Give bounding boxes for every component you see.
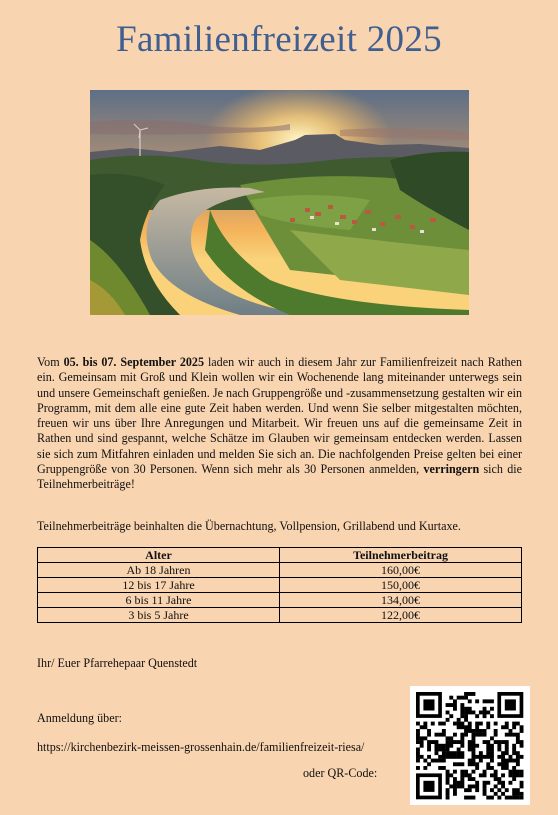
qr-code-icon bbox=[410, 686, 530, 805]
page-title: Familienfreizeit 2025 bbox=[116, 19, 442, 60]
qr-label: oder QR-Code: bbox=[303, 766, 378, 780]
fees-table bbox=[37, 547, 522, 623]
intro-text-2: laden wir auch in diesem Jahr zur Familienfreizeit nach Rathen ein. Gemeinsam mit Groß und Klein wollen wir ein Wochenende lang miteinander unterwegs sein und unsere Gemeinschaft genießen. Je nach Gruppengröße und -zusammensetzung gestalten wir ein Programm, mit dem alle eine gute Zeit haben werden. Und wenn Sie selber mitgestalten möchten, freuen wir uns über Ihre Anregungen und Mitarbeit. Wir freuen uns auf die gemeinsame Zeit in Rathen und sind gespannt, welche Schätze im Glauben wir gemeinsam entdecken werden. Lassen sie sich zum Mitfahren einladen und melden Sie sich an. Die nachfolgenden Preise gelten bei einer Gruppengröße von 30 Personen. Wenn sich mehr als 30 Personen anmelden, bbox=[37, 355, 522, 477]
table-header-row bbox=[38, 548, 522, 563]
table-row bbox=[38, 593, 522, 608]
age-cell: Ab 18 Jahren bbox=[38, 563, 280, 578]
registration-url-link[interactable]: https://kirchenbezirk-meissen-grossenhain.de/familienfreizeit-riesa/ bbox=[37, 740, 365, 754]
intro-text-3: sich die Teilnehmerbeiträge! bbox=[37, 462, 522, 492]
intro-paragraph bbox=[37, 355, 522, 493]
age-cell: 3 bis 5 Jahre bbox=[38, 608, 280, 623]
header-age: Alter bbox=[38, 548, 280, 563]
fee-cell: 122,00€ bbox=[280, 608, 522, 623]
fee-includes-text: Teilnehmerbeiträge beinhalten die Übernachtung, Vollpension, Grillabend und Kurtaxe. bbox=[37, 519, 461, 533]
landscape-photo bbox=[90, 90, 469, 315]
fee-cell: 150,00€ bbox=[280, 578, 522, 593]
header-fee: Teilnehmerbeitrag bbox=[280, 548, 522, 563]
intro-reduce: verringern bbox=[423, 462, 480, 477]
table-row bbox=[38, 578, 522, 593]
fee-cell: 134,00€ bbox=[280, 593, 522, 608]
fee-cell: 160,00€ bbox=[280, 563, 522, 578]
age-cell: 6 bis 11 Jahre bbox=[38, 593, 280, 608]
table-row bbox=[38, 563, 522, 578]
signature: Ihr/ Euer Pfarrehepaar Quenstedt bbox=[37, 656, 198, 670]
intro-text-1: Vom bbox=[37, 355, 64, 369]
table-row bbox=[38, 608, 522, 623]
age-cell: 12 bis 17 Jahre bbox=[38, 578, 280, 593]
qr-code-image[interactable] bbox=[410, 686, 530, 805]
registration-label: Anmeldung über: bbox=[37, 711, 122, 725]
intro-date: 05. bis 07. September 2025 bbox=[63, 355, 205, 369]
